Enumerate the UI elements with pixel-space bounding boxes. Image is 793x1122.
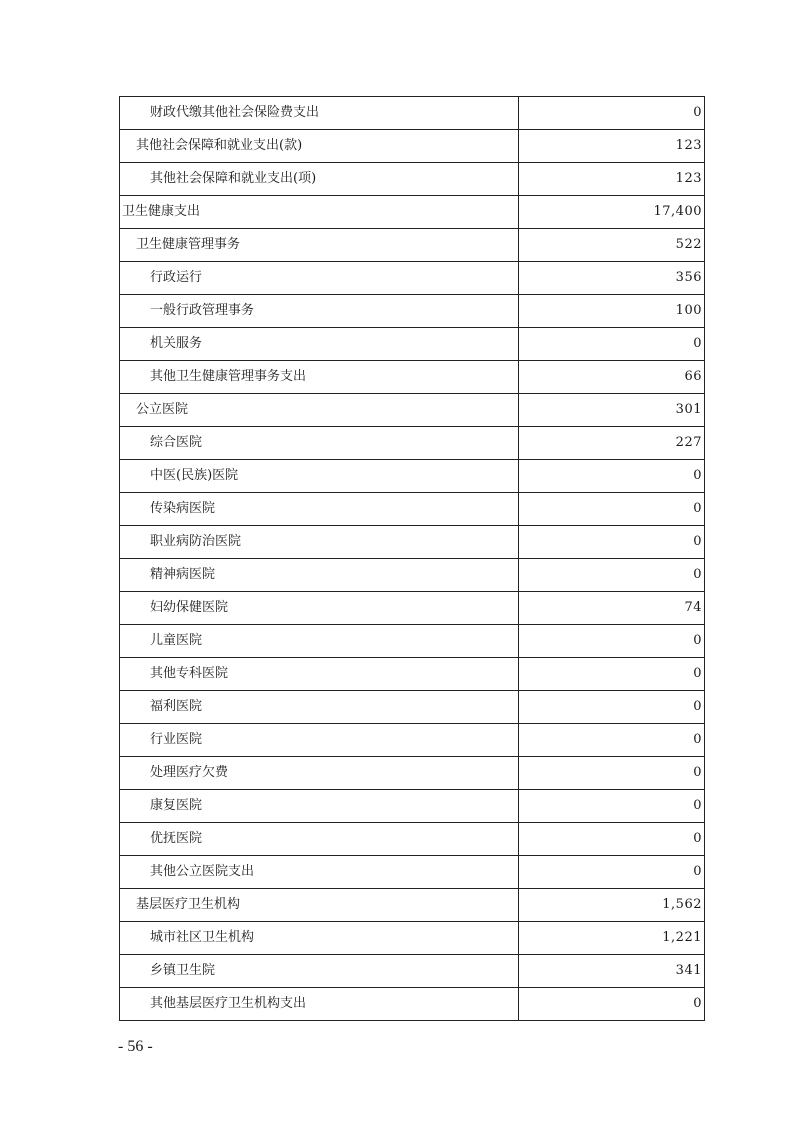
item-amount-cell: 123 <box>519 163 705 196</box>
item-amount-cell: 0 <box>519 328 705 361</box>
item-amount-cell: 0 <box>519 856 705 889</box>
item-name-cell: 传染病医院 <box>120 493 519 526</box>
item-amount-cell: 227 <box>519 427 705 460</box>
item-name-cell: 乡镇卫生院 <box>120 955 519 988</box>
table-body <box>120 97 705 1021</box>
table-row <box>120 625 705 658</box>
item-name-cell: 其他卫生健康管理事务支出 <box>120 361 519 394</box>
item-amount-cell: 0 <box>519 460 705 493</box>
table-row <box>120 559 705 592</box>
item-name-cell: 卫生健康支出 <box>120 196 519 229</box>
item-amount-cell: 0 <box>519 658 705 691</box>
item-name-cell: 综合医院 <box>120 427 519 460</box>
table-row <box>120 757 705 790</box>
item-amount-cell: 301 <box>519 394 705 427</box>
table-row <box>120 724 705 757</box>
item-name-cell: 行政运行 <box>120 262 519 295</box>
table-row <box>120 592 705 625</box>
item-amount-cell: 1,562 <box>519 889 705 922</box>
item-name-cell: 城市社区卫生机构 <box>120 922 519 955</box>
table-row <box>120 229 705 262</box>
item-amount-cell: 66 <box>519 361 705 394</box>
item-name-cell: 一般行政管理事务 <box>120 295 519 328</box>
item-amount-cell: 100 <box>519 295 705 328</box>
table-row <box>120 493 705 526</box>
item-name-cell: 儿童医院 <box>120 625 519 658</box>
table-row <box>120 196 705 229</box>
item-amount-cell: 123 <box>519 130 705 163</box>
item-amount-cell: 0 <box>519 691 705 724</box>
table-row <box>120 856 705 889</box>
item-amount-cell: 0 <box>519 526 705 559</box>
item-name-cell: 妇幼保健医院 <box>120 592 519 625</box>
item-name-cell: 处理医疗欠费 <box>120 757 519 790</box>
item-name-cell: 其他基层医疗卫生机构支出 <box>120 988 519 1021</box>
table-row <box>120 889 705 922</box>
table-row <box>120 955 705 988</box>
table-row <box>120 460 705 493</box>
item-name-cell: 康复医院 <box>120 790 519 823</box>
table-row <box>120 328 705 361</box>
table-row <box>120 988 705 1021</box>
item-amount-cell: 0 <box>519 559 705 592</box>
item-name-cell: 福利医院 <box>120 691 519 724</box>
item-name-cell: 职业病防治医院 <box>120 526 519 559</box>
table-row <box>120 691 705 724</box>
budget-table <box>119 96 705 1021</box>
table-row <box>120 163 705 196</box>
item-amount-cell: 0 <box>519 493 705 526</box>
item-name-cell: 基层医疗卫生机构 <box>120 889 519 922</box>
table-row <box>120 262 705 295</box>
table-row <box>120 823 705 856</box>
item-amount-cell: 0 <box>519 790 705 823</box>
item-name-cell: 公立医院 <box>120 394 519 427</box>
item-name-cell: 中医(民族)医院 <box>120 460 519 493</box>
item-name-cell: 其他社会保障和就业支出(项) <box>120 163 519 196</box>
table-row <box>120 394 705 427</box>
item-amount-cell: 1,221 <box>519 922 705 955</box>
item-name-cell: 行业医院 <box>120 724 519 757</box>
item-amount-cell: 341 <box>519 955 705 988</box>
item-name-cell: 机关服务 <box>120 328 519 361</box>
item-amount-cell: 356 <box>519 262 705 295</box>
item-amount-cell: 0 <box>519 97 705 130</box>
table-row <box>120 427 705 460</box>
table-row <box>120 130 705 163</box>
item-amount-cell: 0 <box>519 724 705 757</box>
table-row <box>120 526 705 559</box>
item-amount-cell: 522 <box>519 229 705 262</box>
item-name-cell: 优抚医院 <box>120 823 519 856</box>
table-row <box>120 658 705 691</box>
item-name-cell: 财政代缴其他社会保险费支出 <box>120 97 519 130</box>
table-row <box>120 922 705 955</box>
item-amount-cell: 0 <box>519 757 705 790</box>
item-name-cell: 其他社会保障和就业支出(款) <box>120 130 519 163</box>
page-number: - 56 - <box>118 1038 153 1055</box>
item-amount-cell: 0 <box>519 625 705 658</box>
item-amount-cell: 0 <box>519 988 705 1021</box>
table-row <box>120 361 705 394</box>
table-row <box>120 790 705 823</box>
item-name-cell: 其他专科医院 <box>120 658 519 691</box>
item-amount-cell: 17,400 <box>519 196 705 229</box>
table-row <box>120 295 705 328</box>
table-row <box>120 97 705 130</box>
item-amount-cell: 0 <box>519 823 705 856</box>
item-name-cell: 卫生健康管理事务 <box>120 229 519 262</box>
item-amount-cell: 74 <box>519 592 705 625</box>
item-name-cell: 其他公立医院支出 <box>120 856 519 889</box>
item-name-cell: 精神病医院 <box>120 559 519 592</box>
